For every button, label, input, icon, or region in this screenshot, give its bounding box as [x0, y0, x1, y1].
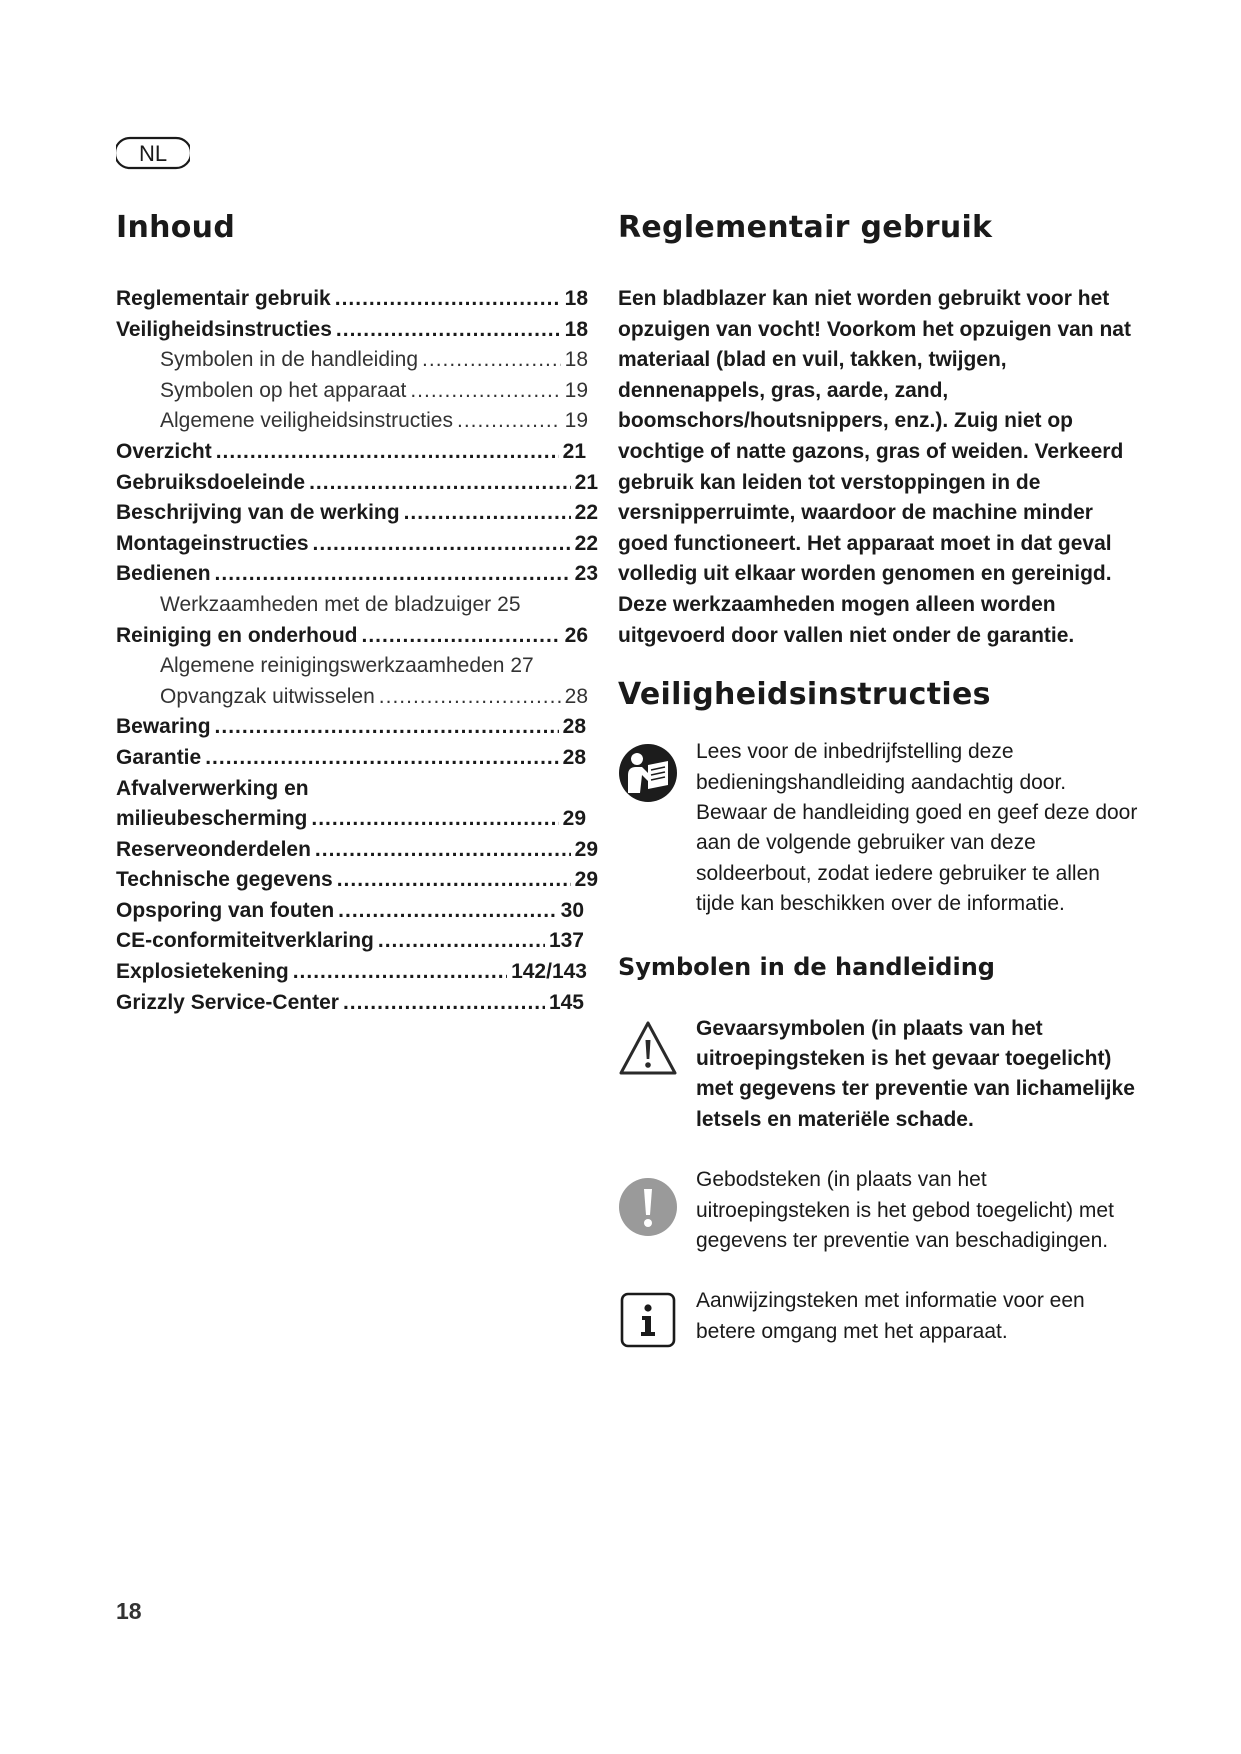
safety-title: Veiligheidsinstructies	[618, 677, 991, 713]
toc-entry[interactable]: Bedienen ..... 23	[116, 559, 598, 590]
language-badge-icon	[116, 134, 190, 172]
warning-triangle-icon	[618, 1020, 678, 1081]
toc-entry[interactable]: Montageinstructies ..... 22	[116, 529, 598, 560]
intended-use-text: Een bladblazer kan niet worden gebruikt voor het opzuigen van vocht! Voorkom het opzuigen van nat materiaal (blad en vuil, takken, twijgen, dennenappels, gras, aarde, zand, boomschors/houtsnippers, enz.). Zuig niet op vochtige of natte gazons, gras of weiden. Verkeerd gebruik kan leiden tot verstoppingen in de versnipperruimte, waardoor de machine minder goed functioneert. Het apparaat moet in dat geval volledig uit elkaar worden genomen en gereinigd. Deze werkzaamheden mogen alleen worden uitgevoerd door vallen niet onder de garantie.	[618, 287, 1131, 647]
toc-entry[interactable]: Bewaring ..... 28	[116, 712, 586, 743]
toc-entry-sub[interactable]: Algemene reinigingswerkzaamheden 27	[160, 654, 534, 678]
toc-entry-sub[interactable]: Symbolen op het apparaat ..... 19	[116, 376, 588, 407]
toc-entry[interactable]: CE-conformiteitverklaring ..... 137	[116, 926, 584, 957]
toc-entry[interactable]: Reserveonderdelen ..... 29	[116, 835, 598, 866]
toc-entry[interactable]: Garantie ..... 28	[116, 743, 586, 774]
toc-entry[interactable]: milieubescherming ..... 29	[116, 804, 586, 835]
hazard-symbol-block	[618, 1014, 1138, 1136]
toc-entry[interactable]: Reiniging en onderhoud ..... 26	[116, 621, 588, 652]
toc-entry[interactable]: Afvalverwerking en	[116, 776, 309, 800]
toc-entry[interactable]: Reglementair gebruik ..... 18	[116, 284, 588, 315]
info-icon	[618, 1290, 678, 1355]
toc-entry[interactable]: Veiligheidsinstructies ..... 18	[116, 315, 588, 346]
toc-entry[interactable]: Overzicht ..... 21	[116, 437, 586, 468]
language-badge	[116, 134, 190, 172]
mandatory-exclamation-icon	[618, 1177, 678, 1242]
symbols-title: Symbolen in de handleiding	[618, 952, 995, 981]
toc-entry[interactable]: Gebruiksdoeleinde ..... 21	[116, 468, 598, 499]
toc-entry[interactable]: Grizzly Service-Center ..... 145	[116, 988, 584, 1019]
toc-title: Inhoud	[116, 210, 236, 245]
read-manual-notice	[618, 737, 1138, 919]
toc-entry[interactable]: Technische gegevens ..... 29	[116, 865, 598, 896]
toc-entry-sub[interactable]: Symbolen in de handleiding ..... 18	[116, 345, 588, 376]
hazard-text: Gevaarsymbolen (in plaats van het uitroepingsteken is het gevaar toegelicht) met gegevens ter preventie van lichamelijke letsels en materiële schade.	[696, 1016, 1135, 1131]
toc-entry-sub[interactable]: Werkzaamheden met de bladzuiger 25	[160, 592, 521, 616]
mandatory-symbol-block	[618, 1165, 1138, 1256]
toc-entry-sub[interactable]: Opvangzak uitwisselen ..... 28	[116, 682, 588, 713]
toc-list	[116, 284, 606, 1018]
intended-use-title: Reglementair gebruik	[618, 210, 993, 245]
language-badge-text: NL	[138, 141, 168, 166]
toc-entry[interactable]: Explosietekening ..... 142/143	[116, 957, 587, 988]
read-manual-icon	[618, 743, 678, 808]
content-column	[618, 208, 1138, 1355]
toc-entry[interactable]: Beschrijving van de werking ..... 22	[116, 498, 598, 529]
page-number: 18	[116, 1598, 142, 1624]
info-text: Aanwijzingsteken met informatie voor een betere omgang met het apparaat.	[696, 1289, 1085, 1343]
info-symbol-block	[618, 1286, 1138, 1355]
mandatory-text: Gebodsteken (in plaats van het uitroepingsteken is het gebod toegelicht) met gegevens ter preventie van beschadigingen.	[696, 1168, 1114, 1252]
toc-entry[interactable]: Opsporing van fouten ..... 30	[116, 896, 584, 927]
table-of-contents	[116, 208, 606, 1018]
read-manual-text: Lees voor de inbedrijfstelling deze bedieningshandleiding aandachtig door. Bewaar de handleiding goed en geef deze door aan de volgende gebruiker van deze soldeerbout, zodat iedere gebruiker te allen tijde kan beschikken over de informatie.	[696, 740, 1138, 916]
toc-entry-sub[interactable]: Algemene veiligheidsinstructies ..... 19	[116, 406, 588, 437]
